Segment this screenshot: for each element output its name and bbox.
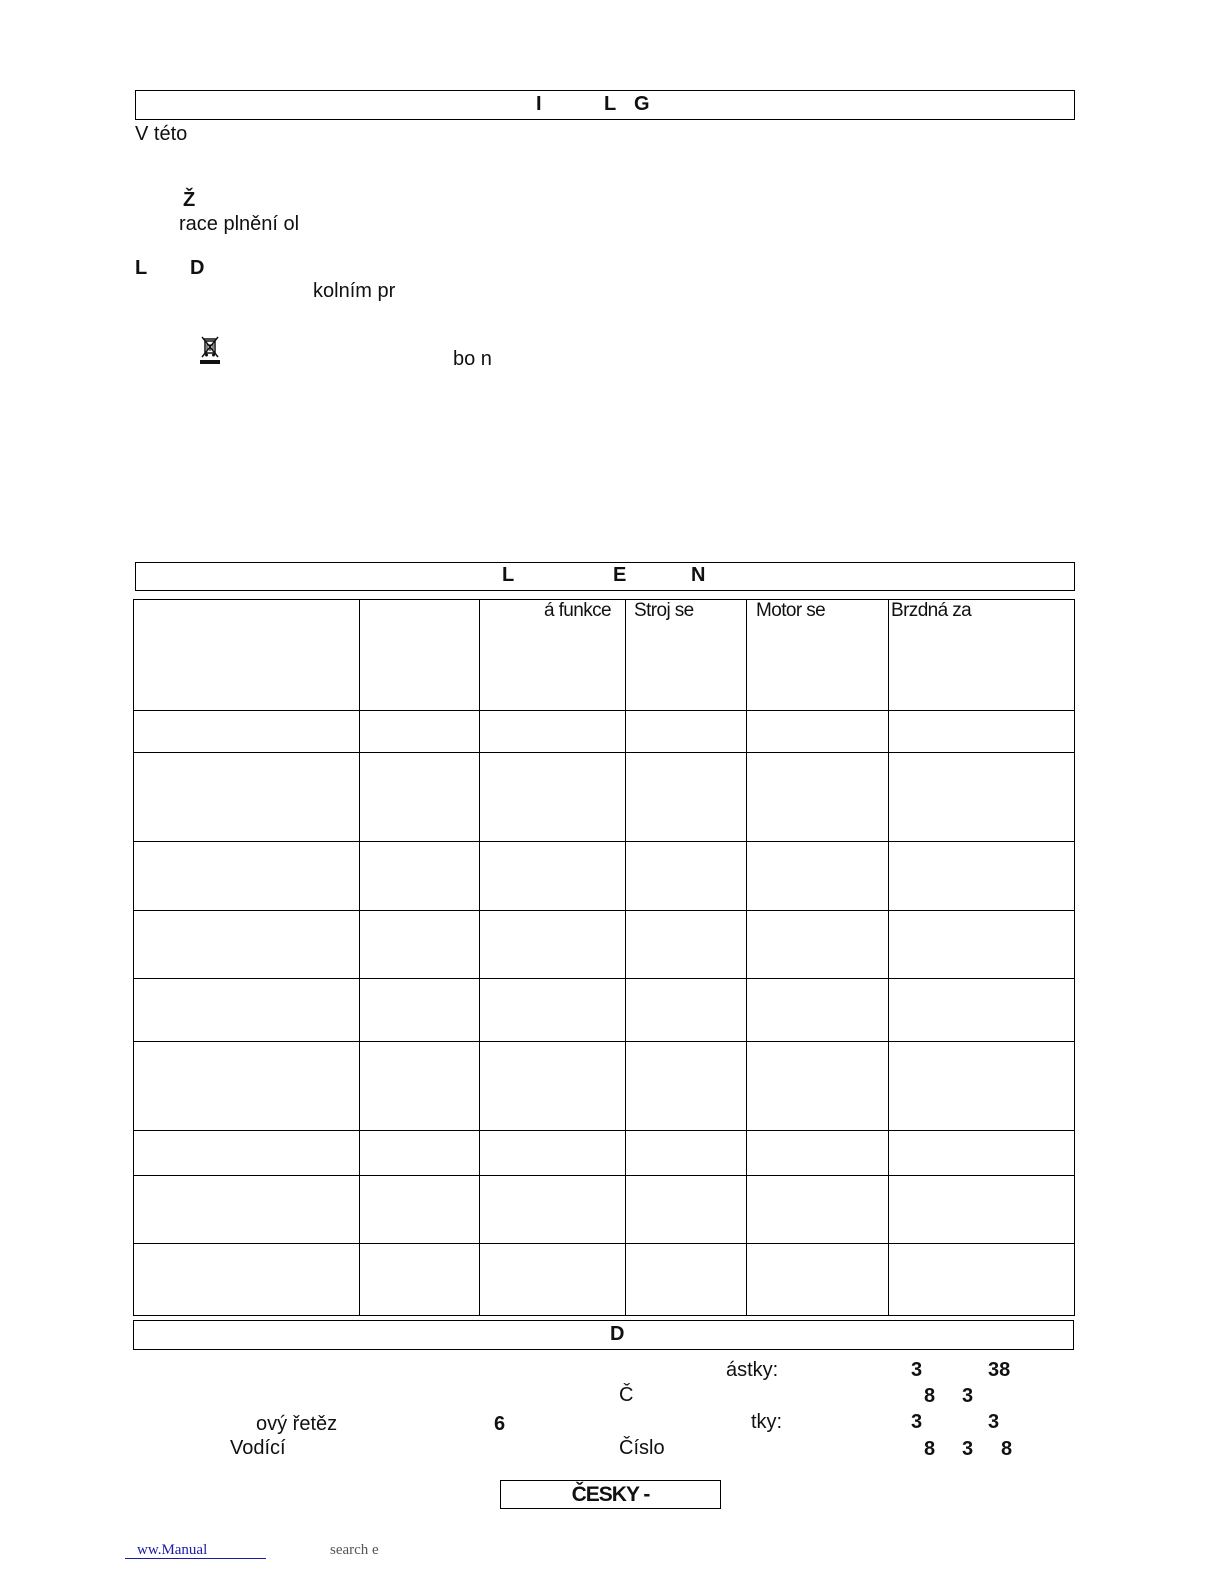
language-label: ČESKY -: [500, 1480, 721, 1509]
spec-value: 8: [924, 1385, 936, 1407]
crossed-bin-icon: [198, 336, 222, 366]
recycle-text: bo n: [453, 348, 492, 370]
table-row: [134, 1244, 1075, 1316]
header-letter: D: [610, 1323, 625, 1345]
table-header-cell: Motor se: [747, 600, 889, 711]
spec-value: 3: [911, 1359, 923, 1381]
header-letter: G: [634, 93, 650, 115]
spec-value: 6: [494, 1413, 506, 1435]
header-letter: L: [604, 93, 617, 115]
link-underline: [125, 1558, 266, 1559]
table-header-cell: á funkce: [480, 600, 626, 711]
troubleshooting-table: [133, 599, 1075, 1316]
spec-label: ástky:: [726, 1359, 779, 1381]
search-text: search e: [330, 1542, 379, 1558]
spec-label: ový řetěz: [256, 1413, 338, 1435]
table-row: [134, 1176, 1075, 1244]
table-header-cell: [134, 600, 360, 711]
header-letter: L: [502, 564, 515, 586]
spec-label: Vodící: [230, 1437, 286, 1459]
section-letter: L: [135, 257, 148, 279]
section-header-box: [135, 90, 1075, 120]
section-text: race plnění ol: [179, 213, 300, 235]
manual-link[interactable]: ww.Manual: [137, 1542, 208, 1558]
table-row: [134, 979, 1075, 1042]
table-header-cell: Brzdná za: [889, 600, 1075, 711]
spec-value: 3: [911, 1411, 923, 1433]
section-text: kolním pr: [313, 280, 396, 302]
spec-value: 38: [988, 1359, 1011, 1381]
spec-label: Číslo: [619, 1437, 665, 1459]
header-letter: I: [536, 93, 542, 115]
table-row: [134, 842, 1075, 911]
section-letter: D: [190, 257, 205, 279]
table-header-cell: Stroj se: [626, 600, 747, 711]
spec-value: 8: [924, 1438, 936, 1460]
header-letter: N: [691, 564, 706, 586]
section-header-box: [135, 562, 1075, 591]
table-row: [134, 711, 1075, 753]
section-heading: Ž: [183, 189, 196, 211]
table-header-cell: [360, 600, 480, 711]
table-row: [134, 753, 1075, 842]
intro-text: V této: [135, 123, 188, 145]
section-header-box: [133, 1320, 1074, 1350]
table-row: [134, 1042, 1075, 1131]
spec-label: tky:: [751, 1411, 783, 1433]
header-letter: E: [613, 564, 627, 586]
table-row: [134, 1131, 1075, 1176]
table-row: [134, 911, 1075, 979]
spec-label: Č: [619, 1384, 634, 1406]
spec-value: 3: [988, 1411, 1000, 1433]
spec-value: 3: [962, 1385, 974, 1407]
table-header-row: [134, 600, 1075, 711]
spec-value: 8: [1001, 1438, 1013, 1460]
spec-value: 3: [962, 1438, 974, 1460]
